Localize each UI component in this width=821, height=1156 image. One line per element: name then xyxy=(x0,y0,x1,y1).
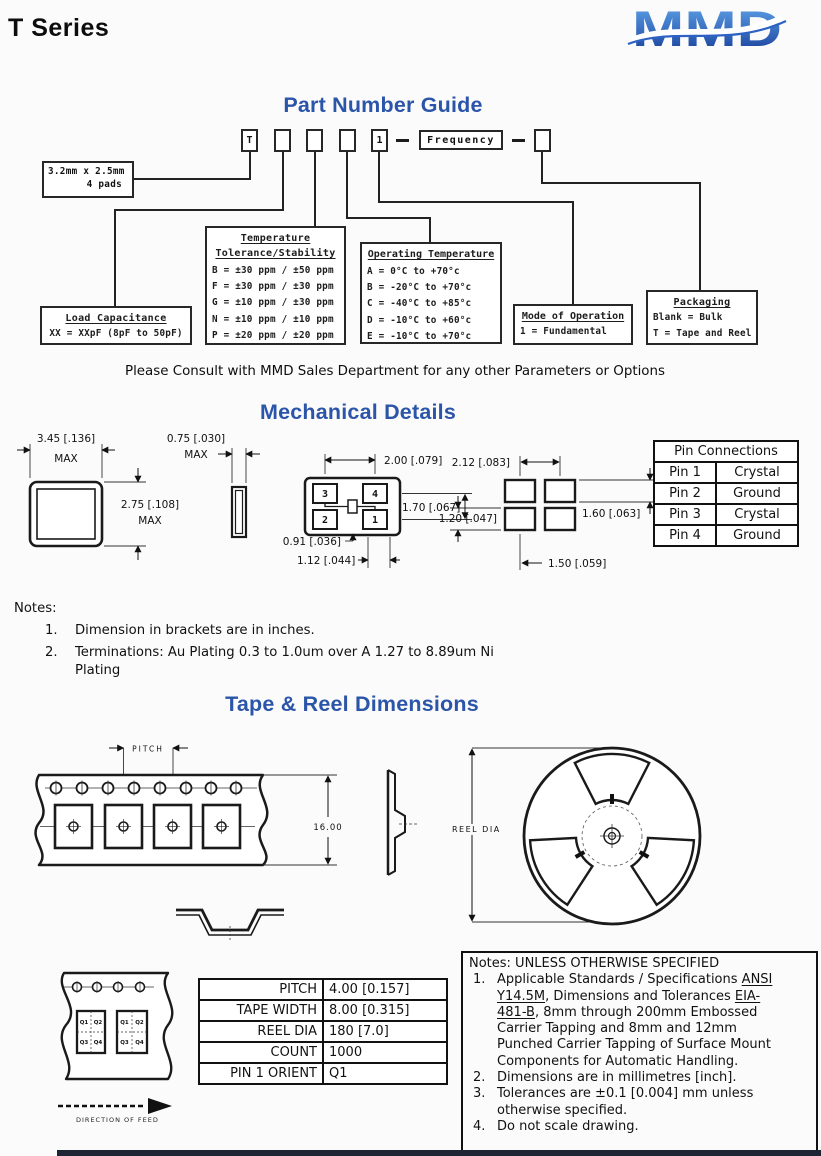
dim-thickness: 0.75 [.030] xyxy=(166,433,226,445)
spec-value: 4.00 [0.157] xyxy=(323,979,447,1000)
table-row xyxy=(654,525,798,546)
quadrant-label-q1: Q1 xyxy=(120,1020,129,1026)
side-view-drawing xyxy=(232,487,246,537)
packaging-box xyxy=(646,290,758,345)
tape-reel-heading: Tape & Reel Dimensions xyxy=(225,692,479,716)
table-row xyxy=(654,462,798,483)
table-row xyxy=(199,1063,447,1084)
pitch-label: PITCH xyxy=(132,744,164,754)
dash-separator xyxy=(396,139,409,142)
dim-max: MAX xyxy=(184,449,208,461)
notes-box-title: Notes: UNLESS OTHERWISE SPECIFIED xyxy=(469,956,720,971)
notes-box-text xyxy=(497,972,789,1070)
dim-pad-width: 1.12 [.044] xyxy=(297,555,356,567)
temperature-option: B = ±30 ppm / ±50 ppm xyxy=(212,265,334,276)
page-footer-bar xyxy=(57,1150,821,1156)
load-capacitance-box xyxy=(40,306,192,345)
connector-op-temp xyxy=(347,152,430,243)
pad-number-4: 4 xyxy=(371,489,379,500)
notes-box-text: Do not scale drawing. xyxy=(497,1118,639,1134)
tape-reel-spec-table xyxy=(198,978,448,1085)
size-line1: 3.2mm x 2.5mm xyxy=(48,166,125,177)
direction-of-feed-label: DIRECTION OF FEED xyxy=(76,1116,159,1124)
dim-land-row: 1.20 [.047] xyxy=(438,513,497,525)
quadrant-label-q2: Q2 xyxy=(135,1020,144,1026)
notes-box-text: Tolerances are ±0.1 [0.004] mm unless otherwise specified. xyxy=(497,1086,754,1118)
spec-value: 180 [7.0] xyxy=(323,1021,447,1042)
mmd-logo-icon xyxy=(626,1,788,57)
note-item xyxy=(45,622,505,640)
frequency-box: Frequency xyxy=(419,130,503,150)
pin-cell: Pin 1 xyxy=(654,462,716,483)
notes-box-text: Dimensions are in millimetres [inch]. xyxy=(497,1070,737,1086)
tape-height-label: 16.00 xyxy=(313,823,343,833)
op-temp-option: B = -20°C to +70°c xyxy=(367,282,472,294)
reel-drawing xyxy=(505,732,720,942)
spec-label: REEL DIA xyxy=(199,1021,323,1042)
table-row xyxy=(199,1000,447,1021)
notes-box-number: 1. xyxy=(473,972,486,988)
notes-text-segment: , 8mm through 200mm Embossed Carrier Tapping and 8mm and 12mm Punched Carrier Tapping of Surface Mount Components for Automatic Handling. xyxy=(497,1004,772,1069)
table-row xyxy=(199,979,447,1000)
dim-land-height: 1.60 [.063] xyxy=(582,508,641,520)
op-temp-option: A = 0°C to +70°c xyxy=(367,266,460,277)
operating-temperature-title: Operating Temperature xyxy=(367,249,495,260)
fn-cell: Crystal xyxy=(716,504,798,525)
quadrant-label-q1: Q1 xyxy=(79,1020,89,1026)
notes-box-number: 3. xyxy=(473,1086,486,1102)
quadrant-tape-drawing xyxy=(50,963,190,1093)
pin-cell: Pin 4 xyxy=(654,525,716,546)
spec-value: 1000 xyxy=(323,1042,447,1063)
quadrant-label-q4: Q4 xyxy=(135,1040,144,1046)
pad-layout-drawing xyxy=(305,478,400,535)
note-item xyxy=(45,644,505,679)
op-temp-option: D = -10°C to +60°c xyxy=(367,314,472,326)
pin-cell: Pin 3 xyxy=(654,504,716,525)
mode-option: 1 = Fundamental xyxy=(520,326,607,337)
note-text: Terminations: Au Plating 0.3 to 1.0um over A 1.27 to 8.89um Ni Plating xyxy=(75,645,494,678)
land-pattern-drawing xyxy=(505,480,575,530)
table-row xyxy=(654,504,798,525)
pin-cell: Pin 2 xyxy=(654,483,716,504)
temperature-option: G = ±10 ppm / ±30 ppm xyxy=(212,297,334,309)
op-temp-option: E = -10°C to +70°c xyxy=(367,330,472,342)
fn-cell: Ground xyxy=(716,525,798,546)
tape-side-profile xyxy=(385,770,420,880)
page-title: T Series xyxy=(8,14,110,42)
code-box-load-cap xyxy=(274,129,291,152)
pin-table-header-row xyxy=(654,441,798,462)
dim-pad-pitch: 2.00 [.079] xyxy=(384,455,443,467)
temperature-option: P = ±20 ppm / ±20 ppm xyxy=(212,329,334,341)
fn-cell: Ground xyxy=(716,483,798,504)
temperature-title-1: Temperature xyxy=(240,233,311,244)
dim-pad-row-pitch: 1.70 [.067] xyxy=(402,502,461,514)
dim-top-width: 3.45 [.136] xyxy=(36,433,96,445)
pad-number-3: 3 xyxy=(321,489,329,500)
notes-box-number: 4. xyxy=(473,1118,486,1134)
operating-temperature-box xyxy=(360,242,502,344)
notes-text-segment: Applicable Standards / Specifications xyxy=(497,972,742,988)
pin-connections-table xyxy=(653,440,799,547)
quadrant-label-q2: Q2 xyxy=(93,1020,103,1026)
code-box-mode: 1 xyxy=(371,129,388,152)
load-capacitance-option: XX = XXpF (8pF to 50pF) xyxy=(49,328,183,339)
notes-box-item xyxy=(469,1119,810,1135)
dim-max: MAX xyxy=(54,453,78,465)
notes-box-item xyxy=(469,972,810,1070)
spec-label: PITCH xyxy=(199,979,323,1000)
notes-box-item xyxy=(469,1070,810,1086)
spec-label: PIN 1 ORIENT xyxy=(199,1063,323,1084)
temperature-option: N = ±10 ppm / ±10 ppm xyxy=(212,313,334,325)
spec-value: 8.00 [0.315] xyxy=(323,1000,447,1021)
quadrant-label-q3: Q3 xyxy=(120,1040,129,1046)
notes-box-item xyxy=(469,1086,810,1119)
notes-label: Notes: xyxy=(14,601,57,616)
notes-text-underlined: ANSI Y14.5M xyxy=(497,972,773,1004)
op-temp-option: C = -40°C to +85°c xyxy=(367,298,472,310)
table-row xyxy=(199,1042,447,1063)
table-row xyxy=(199,1021,447,1042)
note-number: 1. xyxy=(45,623,58,638)
size-line2: 4 pads xyxy=(86,179,122,190)
pin-table-header: Pin Connections xyxy=(654,441,798,462)
note-text: Dimension in brackets are in inches. xyxy=(75,623,315,638)
dim-land-pitch: 2.12 [.083] xyxy=(451,457,510,469)
quadrant-label-q3: Q3 xyxy=(79,1040,89,1046)
connector-packaging xyxy=(542,152,700,291)
code-box-packaging xyxy=(534,129,551,152)
size-callout-box xyxy=(42,161,134,198)
dim-side-height: 2.75 [.108] xyxy=(120,499,180,511)
spec-label: TAPE WIDTH xyxy=(199,1000,323,1021)
mode-title: Mode of Operation xyxy=(521,311,625,322)
spec-value: Q1 xyxy=(323,1063,447,1084)
quadrant-label-q4: Q4 xyxy=(93,1040,103,1046)
connector-size xyxy=(134,152,250,179)
part-number-guide-heading: Part Number Guide xyxy=(283,93,483,117)
pad-number-2: 2 xyxy=(321,515,329,526)
dim-pad-inset: 0.91 [.036] xyxy=(282,536,341,548)
notes-box-number: 2. xyxy=(473,1070,486,1086)
spec-label: COUNT xyxy=(199,1042,323,1063)
temperature-title-2: Tolerance/Stability xyxy=(215,248,336,259)
table-row xyxy=(654,483,798,504)
fn-cell: Crystal xyxy=(716,462,798,483)
packaging-option: Blank = Bulk xyxy=(653,312,723,323)
temperature-option: F = ±30 ppm / ±30 ppm xyxy=(212,281,334,293)
note-number: 2. xyxy=(45,645,58,660)
packaging-title: Packaging xyxy=(673,297,731,308)
top-view-drawing xyxy=(30,482,102,546)
logo-text: MMD xyxy=(632,1,782,57)
dash-separator-2 xyxy=(512,139,525,142)
reel-dia-label: REEL DIA xyxy=(452,825,501,834)
pocket-cross-section xyxy=(172,898,287,943)
notes-text-underlined: EIA-481-B xyxy=(497,988,761,1020)
packaging-option: T = Tape and Reel xyxy=(653,328,752,340)
code-box-tolerance xyxy=(306,129,323,152)
consult-note: Please Consult with MMD Sales Department for any other Parameters or Options xyxy=(125,364,665,379)
mechanical-details-heading: Mechanical Details xyxy=(260,400,456,424)
notes-text-segment: , Dimensions and Tolerances xyxy=(545,988,735,1004)
load-capacitance-title: Load Capacitance xyxy=(65,313,167,324)
pad-number-1: 1 xyxy=(371,515,379,526)
tape-reel-notes-box xyxy=(461,951,818,1156)
mode-of-operation-box xyxy=(513,304,633,345)
dim-land-gap: 1.50 [.059] xyxy=(548,558,607,570)
dim-max: MAX xyxy=(138,515,162,527)
code-box-op-temp xyxy=(339,129,356,152)
code-box-series: T xyxy=(241,129,258,152)
temperature-box xyxy=(205,226,346,345)
